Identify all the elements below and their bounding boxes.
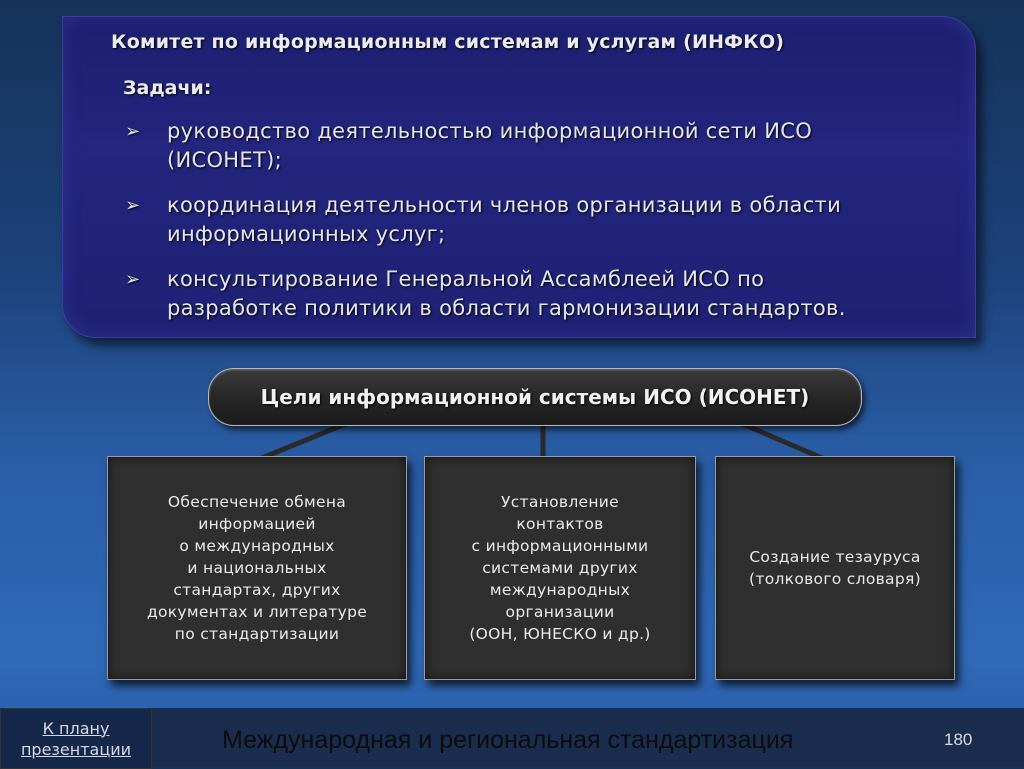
task-item [123, 117, 963, 175]
arrow-bullet-icon: ➢ [125, 195, 141, 216]
arrow-bullet-icon: ➢ [125, 269, 141, 290]
goal-box-thesaurus: Создание тезауруса (толкового словаря) [715, 456, 955, 680]
plan-link[interactable] [0, 708, 152, 769]
committee-title: Комитет по информационным системам и услугам (ИНФКО) [111, 31, 785, 53]
task-text: координация деятельности членов организации в области информационных услуг; [167, 193, 842, 246]
connector-right [738, 422, 822, 458]
tasks-label: Задачи: [123, 77, 212, 99]
page-number: 180 [944, 730, 973, 749]
goal-box-exchange: Обеспечение обмена информацией о международных и национальных стандартах, других документах и литературе по стандартизации [107, 456, 407, 680]
task-item [123, 265, 963, 323]
committee-panel [62, 16, 976, 338]
task-text: руководство деятельностью информационной сети ИСО (ИСОНЕТ); [167, 119, 813, 172]
task-text: консультирование Генеральной Ассамблеей ИСО по разработке политики в области гармонизации стандартов. [167, 267, 846, 320]
task-list [123, 117, 963, 339]
plan-link-label[interactable]: К плану презентации [20, 718, 132, 759]
connector-left [262, 422, 350, 458]
task-item [123, 191, 963, 249]
footer-title: Международная и региональная стандартизация [222, 726, 794, 754]
arrow-bullet-icon: ➢ [125, 121, 141, 142]
goals-title: Цели информационной системы ИСО (ИСОНЕТ) [208, 368, 862, 426]
goal-box-contacts: Установление контактов с информационными системами других международных организации (ООН, ЮНЕСКО и др.) [424, 456, 696, 680]
